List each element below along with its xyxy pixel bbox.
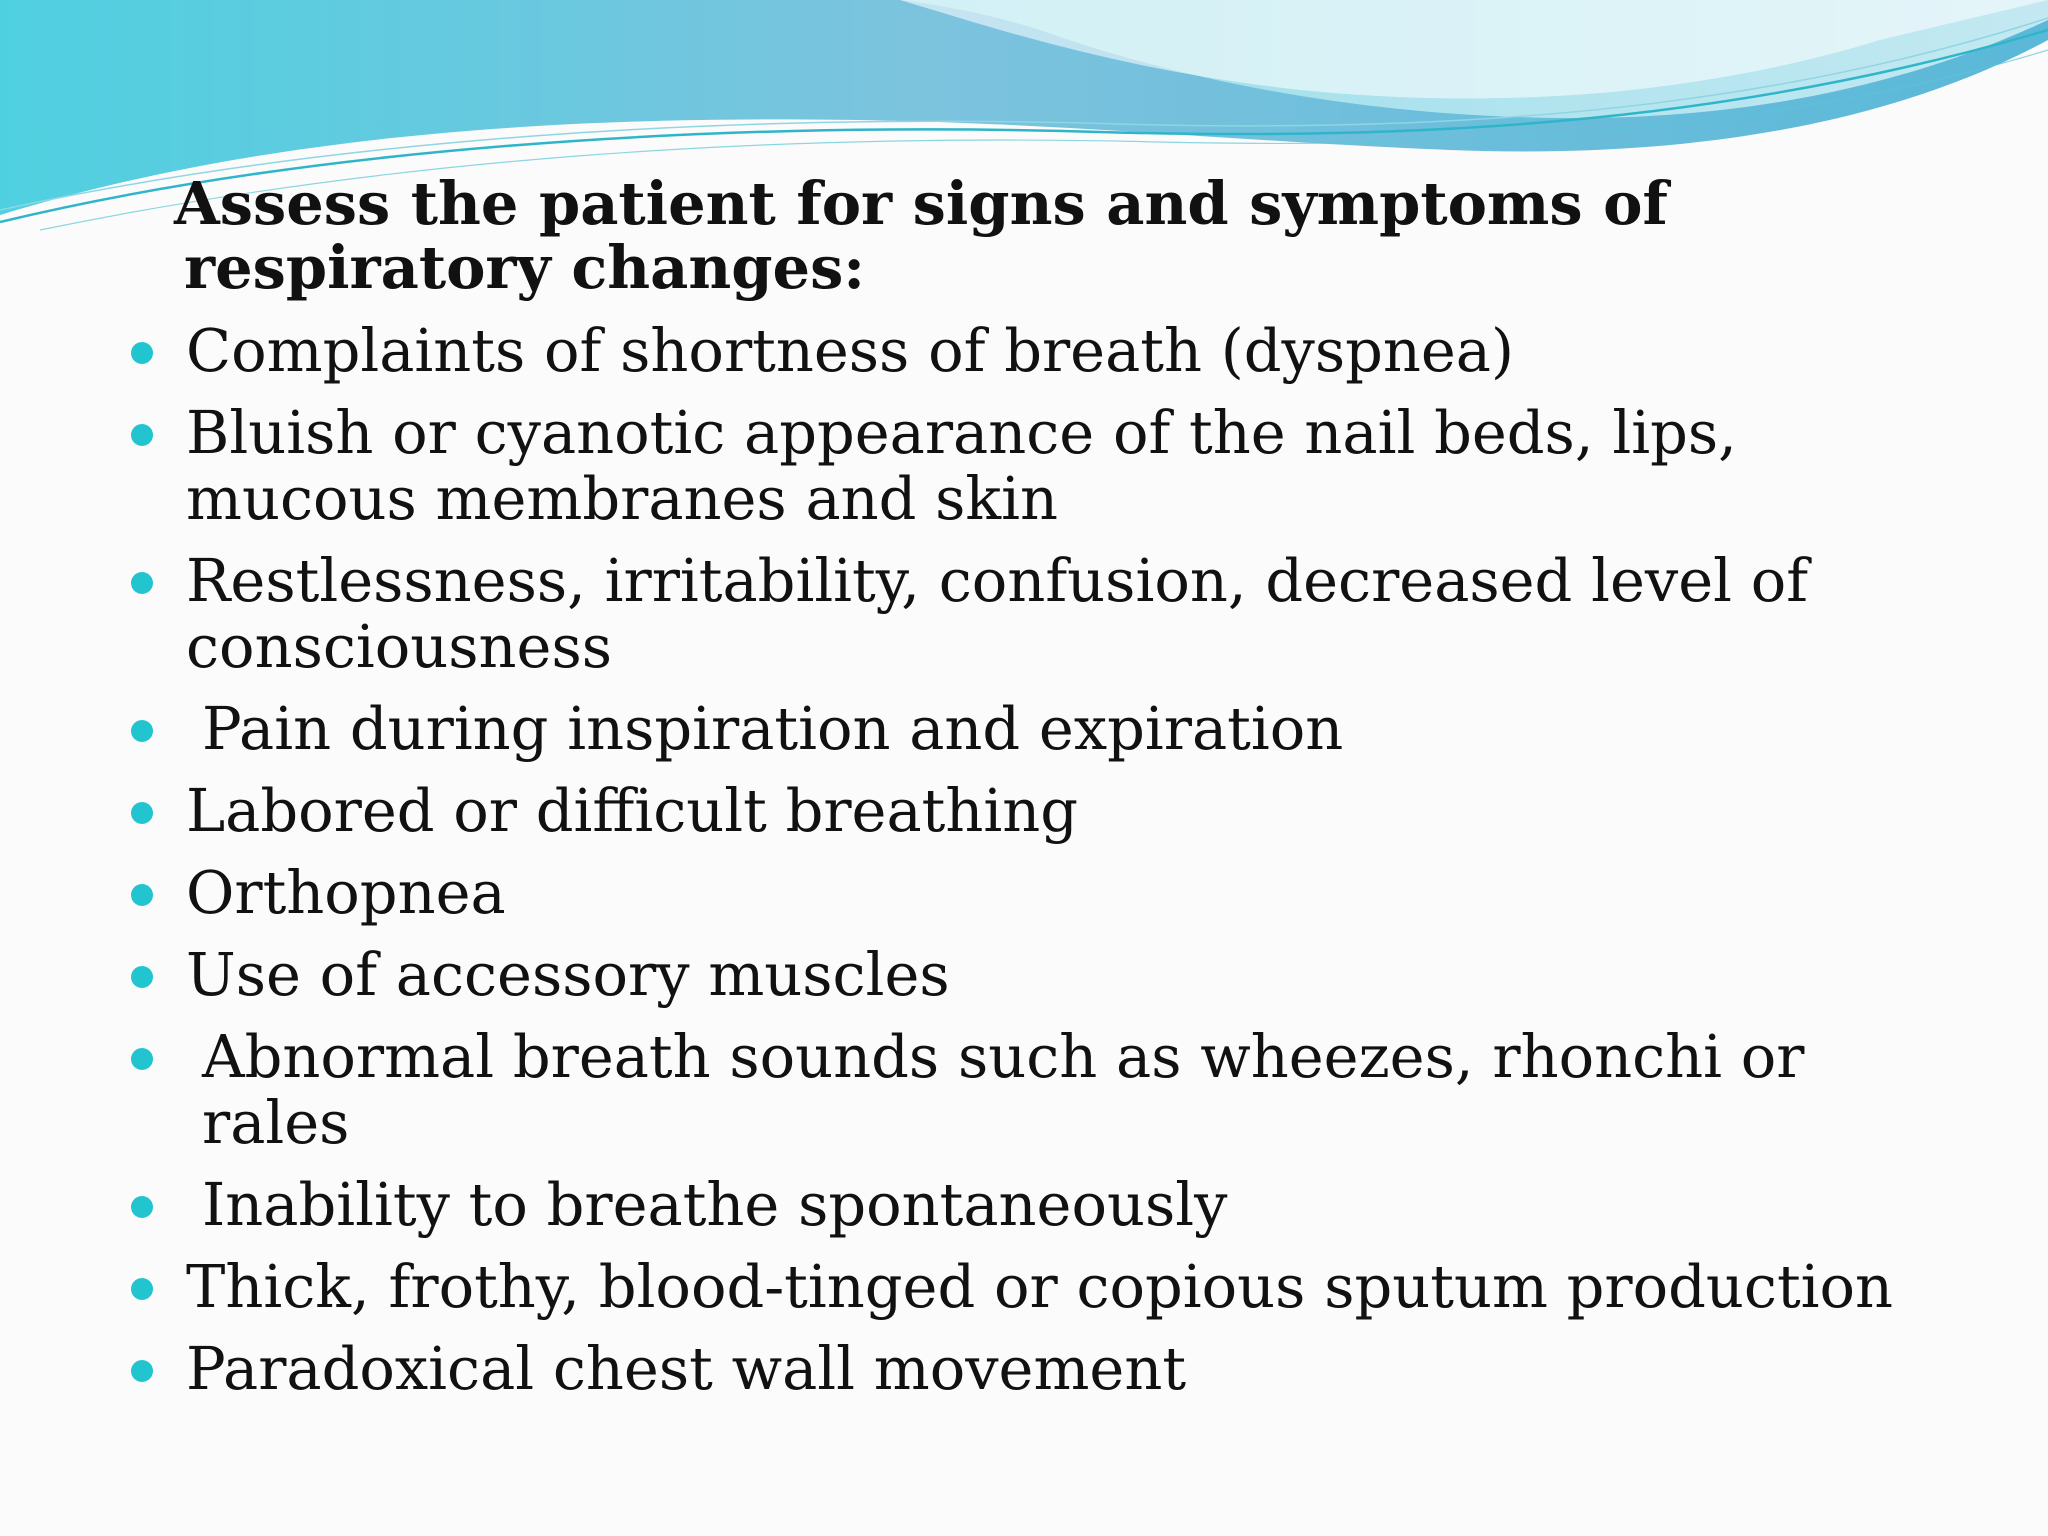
list-item <box>0 860 2048 926</box>
list-item <box>0 1172 2048 1238</box>
bullet-text: Complaints of shortness of breath (dyspnea) <box>186 316 1514 385</box>
list-item <box>0 942 2048 1008</box>
bullet-dot-icon <box>131 1048 153 1070</box>
heading-line-1: Assess the patient for signs and symptoms of <box>174 169 1668 238</box>
list-item <box>0 778 2048 844</box>
bullet-dot-icon <box>131 720 153 742</box>
bullet-dot-icon <box>131 424 153 446</box>
list-item <box>0 1254 2048 1320</box>
list-item <box>0 548 2048 680</box>
bullet-dot-icon <box>131 1196 153 1218</box>
bullet-dot-icon <box>131 342 153 364</box>
list-item <box>0 318 2048 384</box>
list-item <box>0 1024 2048 1156</box>
bullet-text: Restlessness, irritability, confusion, decreased level of consciousness <box>186 546 1809 681</box>
bullet-text: Labored or difficult breathing <box>186 776 1078 845</box>
heading-line-2: respiratory changes: <box>184 233 866 302</box>
bullet-dot-icon <box>131 884 153 906</box>
bullet-text: Thick, frothy, blood-tinged or copious sputum production <box>186 1252 1894 1321</box>
slide-heading <box>174 169 1934 302</box>
bullet-dot-icon <box>131 1360 153 1382</box>
bullet-text: Bluish or cyanotic appearance of the nail beds, lips, mucous membranes and skin <box>186 398 1737 533</box>
bullet-text: Inability to breathe spontaneously <box>202 1170 1228 1239</box>
bullet-text: Abnormal breath sounds such as wheezes, rhonchi or rales <box>202 1022 1805 1157</box>
bullet-dot-icon <box>131 966 153 988</box>
bullet-dot-icon <box>131 802 153 824</box>
bullet-dot-icon <box>131 1278 153 1300</box>
bullet-text: Use of accessory muscles <box>186 940 950 1009</box>
bullet-text: Orthopnea <box>186 858 506 927</box>
symptom-bullet-list <box>0 318 2048 1418</box>
list-item <box>0 696 2048 762</box>
bullet-text: Paradoxical chest wall movement <box>186 1334 1187 1403</box>
list-item <box>0 1336 2048 1402</box>
bullet-dot-icon <box>131 572 153 594</box>
list-item <box>0 400 2048 532</box>
bullet-text: Pain during inspiration and expiration <box>202 694 1344 763</box>
